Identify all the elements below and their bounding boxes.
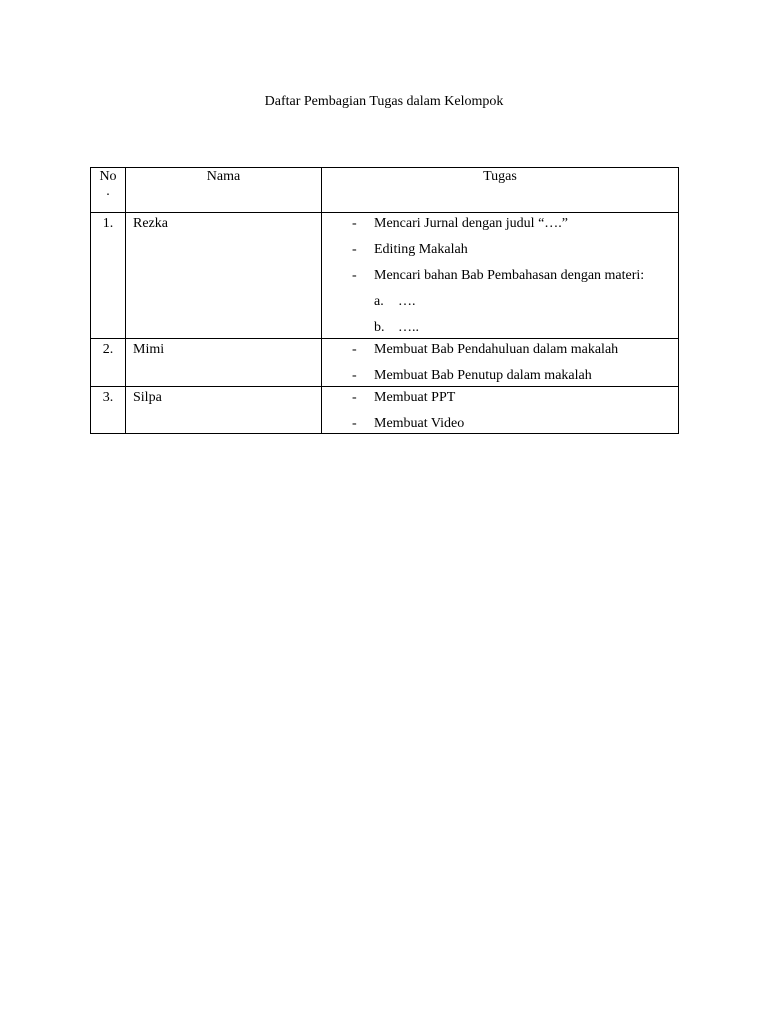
task-text: Membuat PPT [374,390,456,405]
header-no [91,168,126,213]
list-item [322,367,678,385]
task-cell [322,387,679,434]
dash-bullet: - [352,242,357,257]
task-list [322,215,678,293]
task-list [322,389,678,433]
table-header-row [91,168,679,213]
dash-bullet: - [352,216,357,231]
list-item [322,415,678,433]
task-text: Membuat Bab Pendahuluan dalam makalah [374,342,619,357]
member-name: Silpa [126,387,322,434]
task-text: Mencari Jurnal dengan judul “….” [374,216,568,231]
subtask-marker: a. [374,294,384,309]
task-text: Membuat Video [374,416,465,431]
task-cell [322,213,679,339]
task-table [90,167,679,434]
row-number: 1. [91,213,126,339]
subtask-text: ….. [398,320,419,335]
member-name: Rezka [126,213,322,339]
list-item [322,267,678,293]
task-cell [322,339,679,387]
subtask-marker: b. [374,320,385,335]
task-text: Mencari bahan Bab Pembahasan dengan materi: [374,268,645,283]
page-title: Daftar Pembagian Tugas dalam Kelompok [264,94,504,109]
header-no-dot: . [106,184,110,199]
list-item [322,319,678,337]
member-name: Mimi [126,339,322,387]
subtask-text: …. [398,294,416,309]
dash-bullet: - [352,368,357,383]
dash-bullet: - [352,416,357,431]
header-tugas: Tugas [322,168,679,213]
table-row [91,387,679,434]
table-row [91,213,679,339]
subtask-list [322,293,678,337]
list-item [322,241,678,267]
dash-bullet: - [352,268,357,283]
table-row [91,339,679,387]
row-number: 2. [91,339,126,387]
task-list [322,341,678,385]
header-no-label: No [99,169,117,184]
task-text: Membuat Bab Penutup dalam makalah [374,368,592,383]
task-text: Editing Makalah [374,242,468,257]
header-nama: Nama [126,168,322,213]
list-item [322,293,678,319]
list-item [322,215,678,241]
list-item [322,341,678,367]
row-number: 3. [91,387,126,434]
dash-bullet: - [352,342,357,357]
list-item [322,389,678,415]
dash-bullet: - [352,390,357,405]
